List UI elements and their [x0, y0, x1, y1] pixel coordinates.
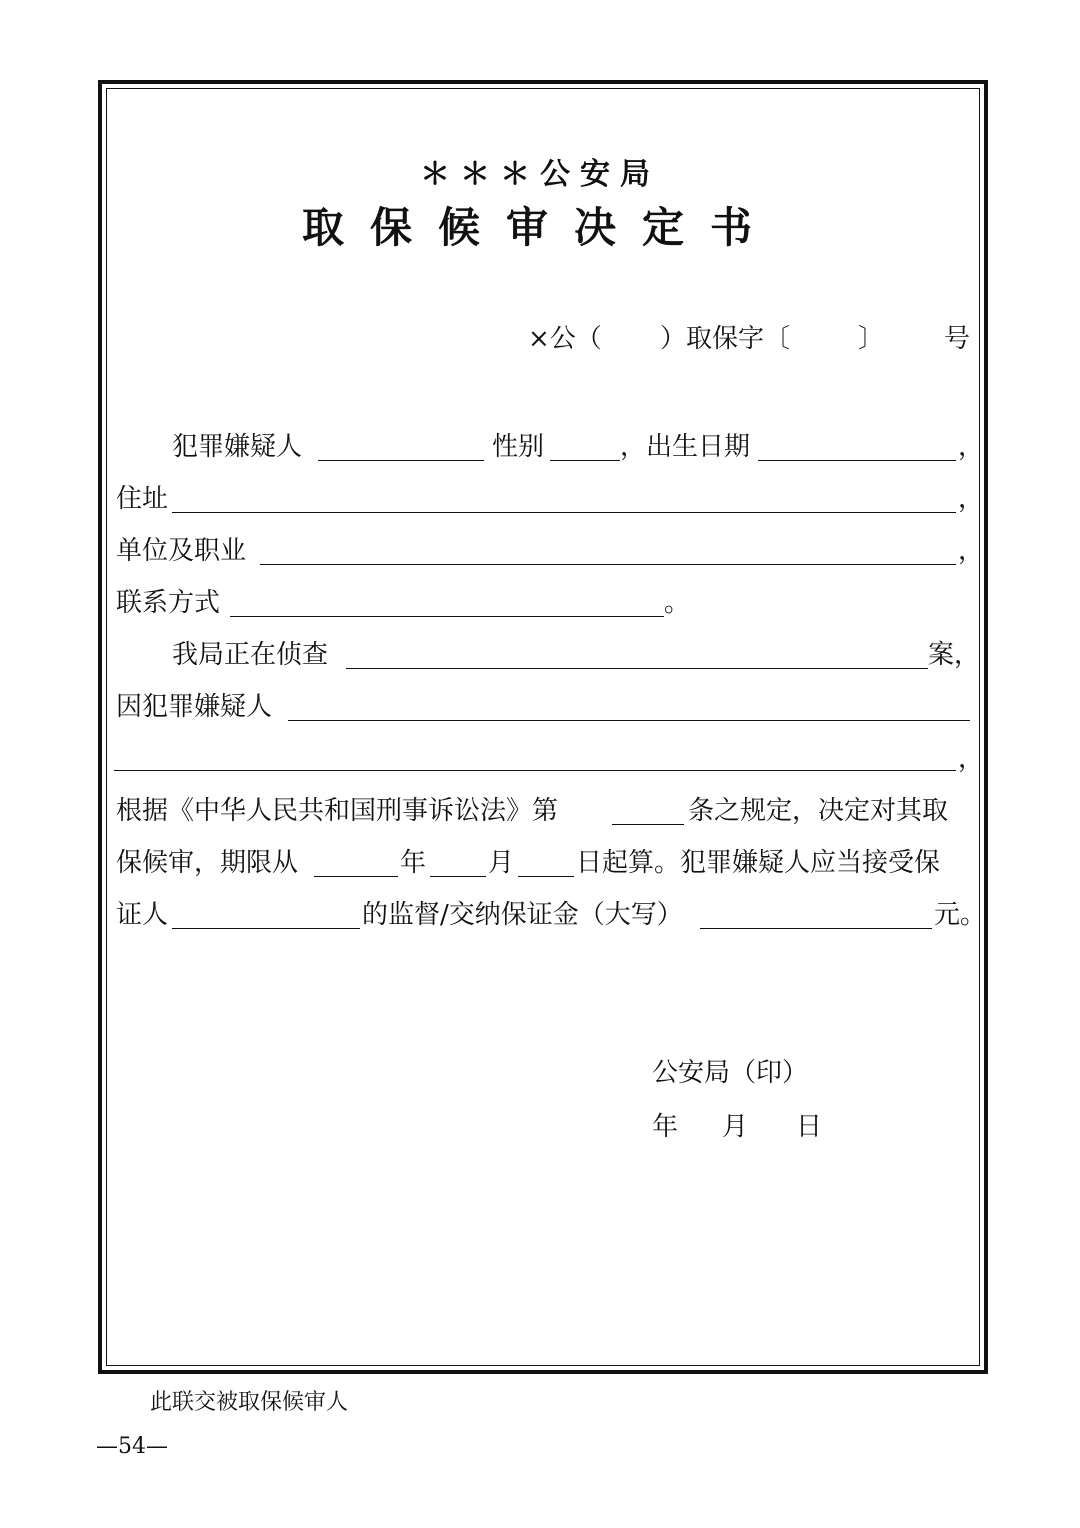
label-month: 月 — [488, 848, 515, 878]
field-gender[interactable] — [550, 460, 620, 461]
field-article-number[interactable] — [612, 824, 684, 825]
field-reason-2[interactable] — [114, 770, 956, 771]
inner-border — [106, 88, 980, 1366]
doc-no-prefix: ×公（ — [528, 324, 602, 354]
label-employer: 单位及职业 — [116, 536, 247, 566]
copy-recipient-note: 此联交被取保候审人 — [150, 1390, 349, 1415]
field-start-month[interactable] — [430, 876, 486, 877]
organization-name: ＊＊＊公安局 — [420, 157, 660, 192]
field-start-year[interactable] — [314, 876, 398, 877]
label-birth-date: ，出生日期 — [620, 432, 751, 462]
document-title: 取保候审决定书 — [301, 203, 778, 252]
label-because-suspect: 因犯罪嫌疑人 — [116, 692, 273, 722]
label-investigating: 我局正在侦查 — [172, 640, 329, 670]
period: 。 — [664, 588, 691, 618]
doc-no-suffix: 号 — [944, 324, 971, 354]
bureau-seal: 公安局（印） — [652, 1058, 809, 1088]
label-legal-basis: 根据《中华人民共和国刑事诉讼法》第 — [116, 796, 559, 826]
label-address: 住址 — [116, 484, 169, 514]
comma: ， — [958, 536, 985, 566]
field-guarantor[interactable] — [172, 928, 360, 929]
sign-day: 日 — [796, 1112, 823, 1142]
label-year: 年 — [400, 848, 427, 878]
field-start-day[interactable] — [518, 876, 574, 877]
field-birth-date[interactable] — [758, 460, 956, 461]
field-contact[interactable] — [230, 616, 664, 617]
label-article-rest: 条之规定，决定对其取 — [688, 796, 949, 826]
label-suspect: 犯罪嫌疑人 — [172, 432, 303, 462]
field-bail-amount[interactable] — [700, 928, 932, 929]
doc-no-middle: ）取保字〔 — [660, 324, 791, 354]
page-number: —54— — [96, 1434, 168, 1459]
label-contact: 联系方式 — [116, 588, 221, 618]
field-suspect-name[interactable] — [318, 460, 484, 461]
comma: ， — [958, 432, 985, 462]
label-bail-amount: 的监督/交纳保证金（大写） — [362, 900, 683, 930]
field-case-name[interactable] — [346, 668, 928, 669]
field-reason-1[interactable] — [288, 720, 970, 721]
comma: ， — [958, 744, 985, 774]
sign-year: 年 — [652, 1112, 679, 1142]
sign-month: 月 — [722, 1112, 749, 1142]
doc-no-close: 〕 — [858, 324, 885, 354]
label-day-rest: 日起算。犯罪嫌疑人应当接受保 — [576, 848, 941, 878]
field-address[interactable] — [172, 512, 956, 513]
label-period-from: 保候审，期限从 — [116, 848, 299, 878]
label-guarantor: 证人 — [116, 900, 169, 930]
field-employer[interactable] — [260, 564, 956, 565]
label-yuan: 元。 — [934, 900, 987, 930]
comma: ， — [958, 484, 985, 514]
label-gender: 性别 — [492, 432, 545, 462]
label-case: 案， — [928, 640, 981, 670]
